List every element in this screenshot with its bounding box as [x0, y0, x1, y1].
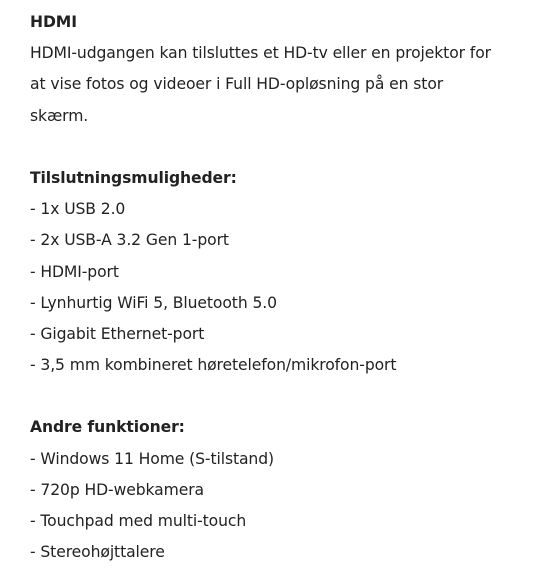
- other-features-list: [30, 444, 500, 569]
- list-item: - Gigabit Ethernet-port: [30, 324, 205, 343]
- hdmi-heading: HDMI: [30, 13, 77, 31]
- list-item: - 1x USB 2.0: [30, 200, 126, 219]
- other-features-section: [30, 412, 500, 568]
- hdmi-paragraph-line: HDMI-udgangen kan tilsluttes et HD-tv eller en projektor for: [30, 44, 491, 63]
- list-item: - Stereohøjttalere: [30, 543, 165, 562]
- other-features-heading: Andre funktioner:: [30, 418, 185, 437]
- list-item: - Touchpad med multi-touch: [30, 512, 247, 530]
- connectivity-list: [30, 194, 500, 381]
- list-item: - 2x USB-A 3.2 Gen 1-port: [30, 231, 229, 250]
- hdmi-section: [30, 7, 500, 132]
- section-spacer: [30, 132, 500, 163]
- list-item: - Lynhurtig WiFi 5, Bluetooth 5.0: [30, 293, 277, 312]
- connectivity-heading: Tilslutningsmuligheder:: [30, 168, 237, 187]
- list-item: - Windows 11 Home (S-tilstand): [30, 449, 275, 468]
- list-item: - 720p HD-webkamera: [30, 480, 204, 499]
- hdmi-paragraph: [30, 38, 500, 132]
- section-spacer: [30, 381, 500, 412]
- hdmi-paragraph-line: skærm.: [30, 106, 89, 125]
- hdmi-paragraph-line: at vise fotos og videoer i Full HD-opløsning på en stor: [30, 75, 444, 94]
- connectivity-section: [30, 163, 500, 381]
- list-item: - HDMI-port: [30, 262, 119, 281]
- list-item: - 3,5 mm kombineret høretelefon/mikrofon-port: [30, 356, 397, 375]
